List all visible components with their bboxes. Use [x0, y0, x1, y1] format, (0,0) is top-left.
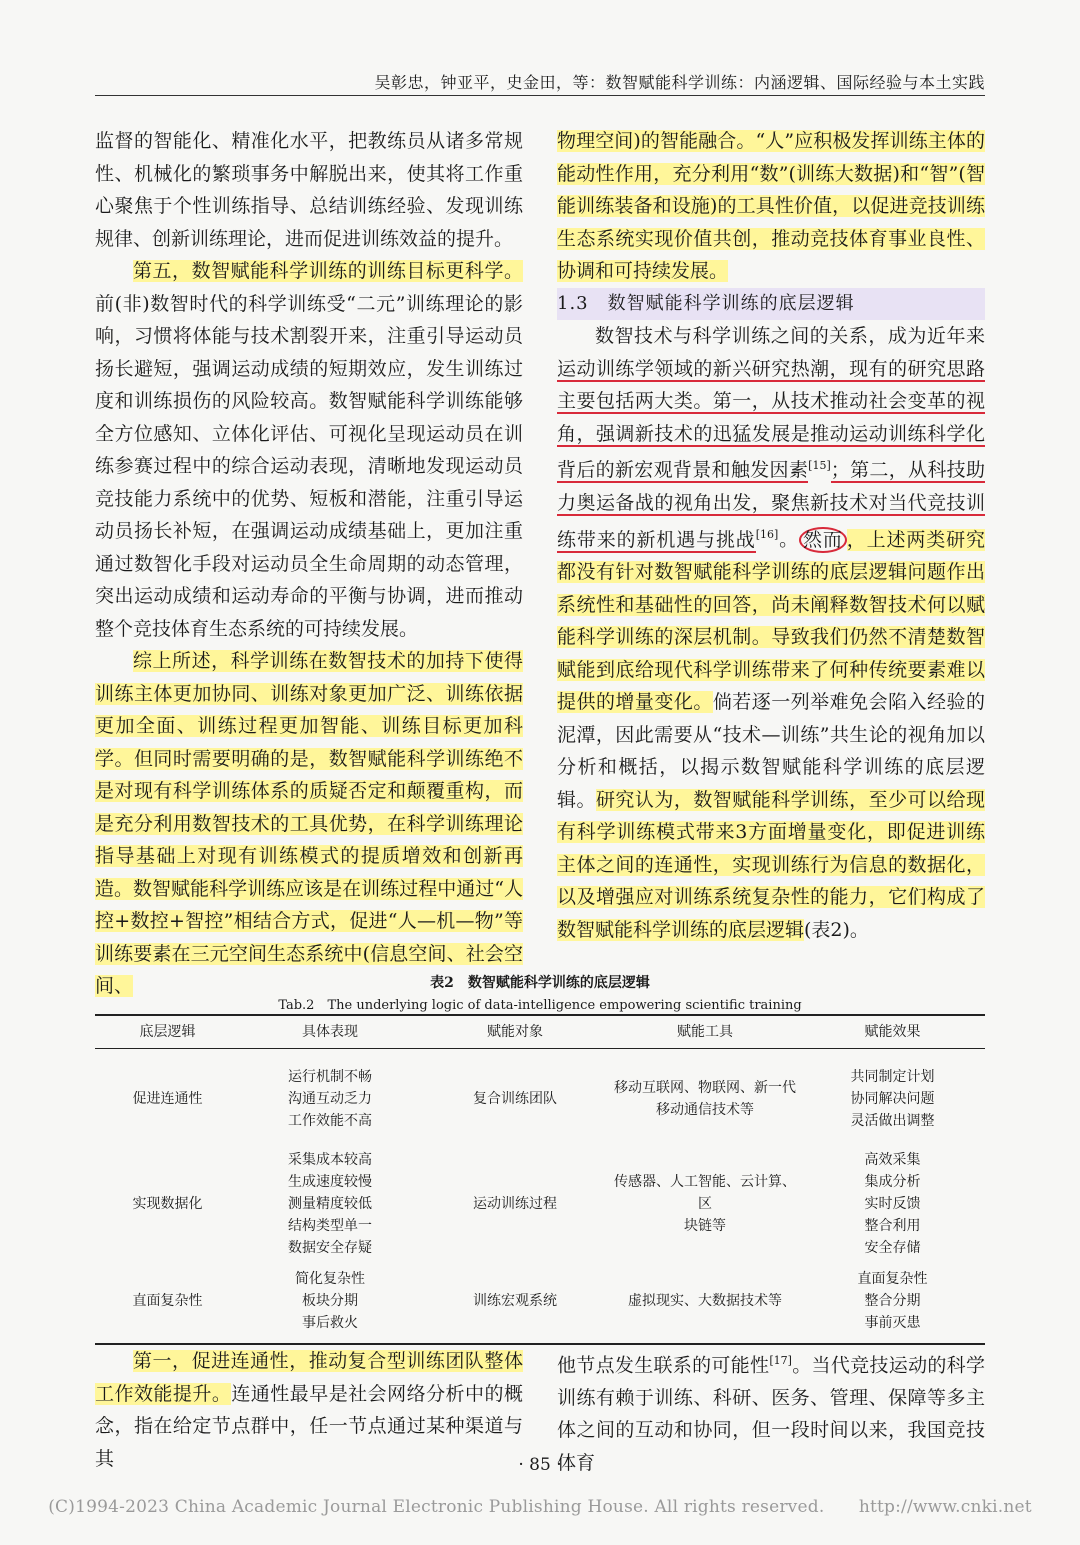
cell-line: 集成分析	[864, 1174, 921, 1190]
cell-line: 移动互联网、物联网、新一代	[614, 1080, 796, 1096]
highlight-research-gap: ，上述两类研究都没有针对数智赋能科学训练的底层逻辑问题作出系统性和基础性的回答，尚未阐释数智技术何以赋能科学训练的深层机制。导致我们仍然不清楚数智赋能到底给现代科学训练带来了何种传统要素难以提供的增量变化。	[557, 528, 985, 714]
table-caption-cn: 表2 数智赋能科学训练的底层逻辑	[430, 975, 650, 991]
table-row	[95, 1049, 985, 1144]
left-column	[95, 125, 523, 1003]
table-header: 赋能对象	[420, 1015, 610, 1049]
text-span: (表2)。	[804, 918, 869, 941]
reference-15: [15]	[808, 459, 831, 472]
cell-line: 整合利用	[864, 1218, 921, 1234]
cell-line: 工作效能不高	[288, 1113, 372, 1129]
right-paragraph-2	[557, 320, 985, 946]
cell-line: 采集成本较高	[288, 1152, 372, 1168]
underlined-text: ；第二，从科技助力奥运备战的视角出发，聚焦新技术对当代竞技训	[557, 459, 985, 514]
table-cell	[240, 1049, 420, 1144]
cell-line: 实时反馈	[864, 1196, 921, 1212]
left-paragraph-2-body: 前(非)数智时代的科学训练受“二元”训练理论的影响，习惯将体能与技术割裂开来，注重引导运动员扬长避短，强调运动成绩的短期效应，发生训练过度和训练损伤的风险较高。数智赋能科学训练能够全方位感知、立体化评估、可视化呈现运动员在训练参赛过程中的综合运动表现，清晰地发现运动员竞技能力系统中的优势、短板和潜能，注重引导运动员扬长补短，在强调运动成绩基础上，更加注重通过数智化手段对运动员全生命周期的动态管理，突出运动成绩和运动寿命的平衡与协调，进而推动整个竞技体育生态系统的可持续发展。	[95, 292, 523, 640]
highlight-fusion: 物理空间)的智能融合。“人”应积极发挥训练主体的能动性作用，充分利用“数”(训练大数据)和“智”(智能训练装备和设施)的工具性价值，以促进竞技训练生态系统实现价值共创，推动竞技体育事业良性、协调和可持续发展。	[557, 130, 985, 282]
underlined-text: 运动训练学领域的新兴研究热潮，现有的研究思路	[557, 357, 985, 380]
highlight-conclusion: 研究认为，数智赋能科学训练，至少可以给现有科学训练模式带来3方面增量变化，即促进训练主体之间的连通性，实现训练行为信息的数据化，以及增强应对训练系统复杂性的能力，它们构成了数智赋能科学训练的底层逻辑	[557, 788, 985, 941]
cell-line: 移动通信技术等	[656, 1102, 754, 1118]
text-span: 他节点发生联系的可能性	[557, 1354, 770, 1377]
cell-line: 高效采集	[864, 1152, 921, 1168]
right-column	[557, 125, 985, 946]
logic-table	[95, 1014, 985, 1345]
reference-16: [16]	[755, 528, 779, 542]
cell-line: 结构类型单一	[288, 1218, 372, 1234]
table-row	[95, 1265, 985, 1344]
highlight-summary: 综上所述，科学训练在数智技术的加持下使得训练主体更加协同、训练对象更加广泛、训练依据更加全面、训练过程更加智能、训练目标更加科学。但同时需要明确的是，数智赋能科学训练绝不是对现有科学训练体系的质疑否定和颠覆重构，而是充分利用数智技术的工具优势，在科学训练理论指导基础上对现有训练模式的提质增效和创新再造。数智赋能科学训练应该是在训练过程中通过“人控+数控+智控”相结合方式，促进“人—机—物”等训练要素在三元空间生态系统中(信息空间、社会空间、	[95, 650, 523, 997]
cell-line: 共同制定计划	[850, 1069, 935, 1085]
table-cell	[610, 1143, 800, 1265]
cell-line: 事前灭患	[864, 1315, 921, 1331]
table-cell	[800, 1265, 985, 1344]
table-header: 赋能效果	[800, 1015, 985, 1049]
left-paragraph-1: 监督的智能化、精准化水平，把教练员从诸多常规性、机械化的繁琐事务中解脱出来，使其将工作重心聚焦于个性训练指导、总结训练经验、发现训练规律、创新训练理论，进而促进训练效益的提升。	[95, 130, 523, 250]
table-header: 具体表现	[240, 1015, 420, 1049]
underlined-text: 背后的新宏观背景和触发因素	[557, 459, 809, 482]
table-cell: 复合训练团队	[473, 1091, 557, 1107]
header-rule	[95, 95, 985, 96]
table-cell	[610, 1049, 800, 1144]
table-caption-en: Tab.2 The underlying logic of data-intelligence empowering scientific training	[278, 998, 802, 1013]
cell-line: 协同解决问题	[850, 1091, 935, 1107]
cell-line: 事后救火	[302, 1315, 358, 1331]
underlined-text: 角，强调新技术的迅猛发展是推动运动训练科学化	[557, 422, 985, 445]
cell-line: 直面复杂性	[857, 1271, 928, 1287]
table-cell	[800, 1049, 985, 1144]
cell-line: 数据安全存疑	[288, 1240, 372, 1256]
cell-line: 生成速度较慢	[288, 1174, 372, 1190]
highlight-fifth-point: 第五，数智赋能科学训练的训练目标更科学。	[133, 260, 523, 282]
table-cell: 训练宏观系统	[420, 1265, 610, 1344]
cell-line: 虚拟现实、大数据技术等	[628, 1293, 782, 1309]
left-paragraph-3	[95, 645, 523, 1003]
table-header-row	[95, 1015, 985, 1049]
cell-line: 简化复杂性	[295, 1271, 365, 1287]
cell-line: 沟通互动乏力	[288, 1091, 372, 1107]
cell-line: 整合分期	[864, 1293, 921, 1309]
table-row	[95, 1143, 985, 1265]
highlight-first-point: 第一，促进连通性，推动复合型训练团队整体工作效能提升。	[95, 1350, 523, 1405]
cell-line: 运行机制不畅	[288, 1069, 372, 1085]
page-number: · 85 ·	[518, 1455, 562, 1475]
underlined-text: 主要包括两大类。第一，从技术推动社会变革的视	[557, 390, 985, 412]
table-header: 赋能工具	[610, 1015, 800, 1049]
table-cell	[610, 1265, 800, 1344]
cell-line: 灵活做出调整	[850, 1113, 935, 1129]
table-cell: 直面复杂性	[95, 1265, 240, 1344]
table-cell: 运动训练过程	[473, 1196, 557, 1212]
text-span: 数智技术与科学训练之间的关系，成为近年来	[595, 325, 985, 347]
cell-line: 安全存储	[864, 1240, 921, 1256]
text-span: 。	[778, 528, 800, 551]
cell-line: 板块分期	[302, 1293, 358, 1309]
reference-17: [17]	[769, 1354, 792, 1367]
circled-word: 然而	[799, 527, 847, 553]
table-cell	[800, 1143, 985, 1265]
table-header: 底层逻辑	[95, 1015, 240, 1049]
table-cell: 实现数据化	[132, 1196, 203, 1212]
cell-line: 测量精度较低	[288, 1196, 372, 1212]
table-cell	[240, 1265, 420, 1344]
text-span: 。当代竞技运动的科学训练有赖于训练、科研、医务、管理、保障等多主体之间的互动和协同，但一段时间以来，我国竞技体育	[557, 1354, 985, 1474]
table-cell: 促进连通性	[132, 1091, 203, 1107]
section-heading: 1.3 数智赋能科学训练的底层逻辑	[557, 288, 985, 321]
running-head: 吴彰忠，钟亚平，史金田，等：数智赋能科学训练：内涵逻辑、国际经验与本土实践	[374, 73, 985, 92]
text-span: 连通性最早是社会网络分析中的概念，指在给定节点群中，任一节点通过某种渠道与其	[95, 1382, 523, 1470]
copyright-watermark: (C)1994-2023 China Academic Journal Electronic Publishing House. All rights reserved. http://www.cnki.net	[48, 1497, 1032, 1517]
left-paragraph-2	[95, 255, 523, 645]
cell-line: 块链等	[684, 1218, 726, 1234]
text-span: 倘若逐一列举难免会陷入经验的泥潭，因此需要从“技术—训练”共生论的视角加以分析和概括，以揭示数智赋能科学训练的底层逻辑。	[557, 691, 985, 811]
table-cell	[240, 1143, 420, 1265]
underlined-text: 练带来的新机遇与挑战	[557, 528, 756, 551]
right-paragraph-1	[557, 125, 985, 288]
cell-line: 传感器、人工智能、云计算、区	[614, 1174, 796, 1212]
